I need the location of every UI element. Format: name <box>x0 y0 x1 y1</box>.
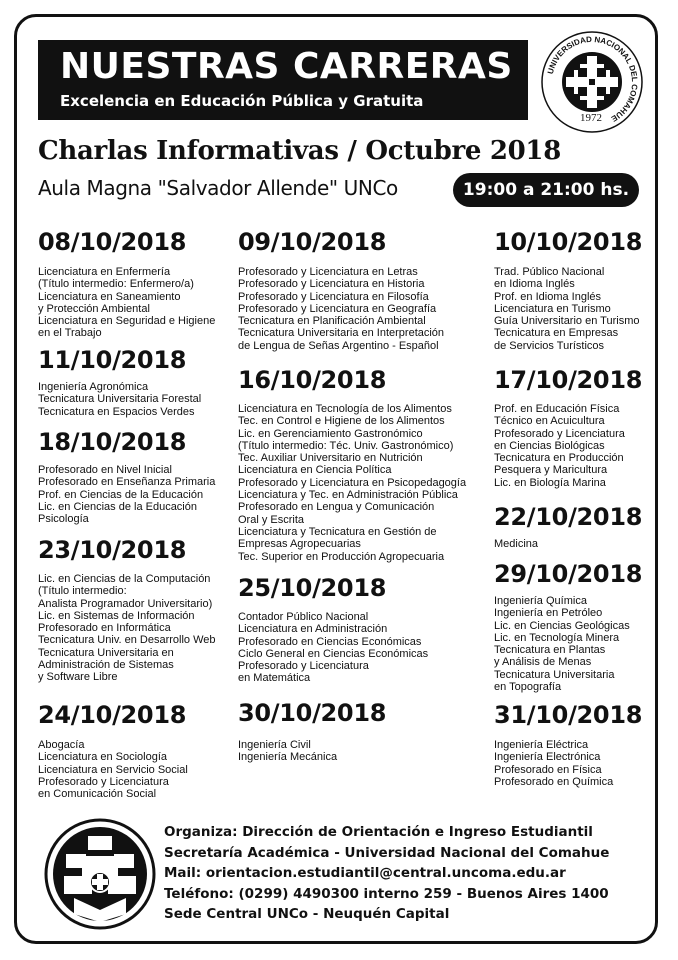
program-item: Licenciatura y Tec. en Administración Pública <box>238 489 458 502</box>
program-item: de Servicios Turísticos <box>494 339 605 352</box>
title-banner <box>38 40 528 120</box>
session-date: 23/10/2018 <box>38 536 187 564</box>
program-item: Licenciatura en Seguridad e Higiene <box>38 315 216 328</box>
program-item: Profesorado en Nivel Inicial <box>38 464 172 476</box>
program-item: en Comunicación Social <box>38 788 157 801</box>
session-date: 25/10/2018 <box>238 574 387 602</box>
session-date: 24/10/2018 <box>38 701 187 729</box>
program-item: Pesquera y Maricultura <box>494 464 608 477</box>
session-program-list <box>38 381 201 418</box>
session-program-list <box>238 611 428 685</box>
email-line[interactable]: Mail: orientacion.estudiantil@central.uncoma.edu.ar <box>164 865 566 881</box>
seal-ring-text: UNIVERSIDAD NACIONAL DEL COMAHUE <box>545 34 640 124</box>
session-date: 31/10/2018 <box>494 701 643 729</box>
program-item: Ingeniería Eléctrica <box>494 739 589 751</box>
program-item: Profesorado y Licenciatura en Psicopedagogía <box>238 476 467 489</box>
program-item: Tecnicatura en Producción <box>494 452 624 465</box>
program-item: Prof. en Educación Física <box>494 403 620 415</box>
session-program-list <box>38 266 215 340</box>
phone-line: Teléfono: (0299) 4490300 interno 259 - Buenos Aires 1400 <box>164 885 609 902</box>
program-item: y Protección Ambiental <box>38 302 150 315</box>
program-item: Profesorado en Lengua y Comunicación <box>238 501 435 514</box>
program-item: Psicología <box>38 513 89 526</box>
program-item: Ingeniería Electrónica <box>494 751 601 764</box>
program-item: Trad. Público Nacional <box>494 266 605 278</box>
program-item: Prof. en Idioma Inglés <box>494 290 602 303</box>
banner-subtitle: Excelencia en Educación Pública y Gratuita <box>60 92 424 110</box>
program-item: en Ciencias Biológicas <box>494 439 605 452</box>
session-program-list <box>38 573 216 684</box>
program-item: Empresas Agropecuarias <box>238 538 361 551</box>
program-item: Ingeniería Mecánica <box>238 751 338 764</box>
program-item: Tec. Auxiliar Universitario en Nutrición <box>238 452 423 465</box>
program-item: Tecnicatura en Empresas <box>494 327 619 340</box>
program-item: Técnico en Acuicultura <box>494 415 605 428</box>
program-item: en el Trabajo <box>38 327 102 340</box>
program-item: (Título intermedio: Enfermero/a) <box>38 278 194 291</box>
program-item: Licenciatura en Sociología <box>38 751 168 764</box>
session-program-list <box>38 739 188 800</box>
session-date: 18/10/2018 <box>38 428 187 456</box>
program-item: y Análisis de Menas <box>494 656 592 669</box>
program-item: Profesorado y Licenciatura en Historia <box>238 278 425 291</box>
banner-title: NUESTRAS CARRERAS <box>60 46 513 87</box>
program-item: y Software Libre <box>38 671 118 684</box>
program-item: Administración de Sistemas <box>38 659 174 672</box>
program-item: Prof. en Ciencias de la Educación <box>38 488 204 501</box>
program-item: Lic. en Ciencias de la Educación <box>38 500 197 513</box>
program-item: Licenciatura en Turismo <box>494 302 611 315</box>
program-item: Ingeniería en Petróleo <box>494 607 603 620</box>
program-item: Ingeniería Agronómica <box>38 381 149 393</box>
program-item: Lic. en Ciencias de la Computación <box>38 573 211 585</box>
program-item: Profesorado en Química <box>494 775 614 788</box>
seal-year: 1972 <box>580 112 602 124</box>
program-item: Ciclo General en Ciencias Económicas <box>238 647 429 660</box>
program-item: Profesorado en Ciencias Económicas <box>238 635 422 648</box>
program-item: en Idioma Inglés <box>494 278 575 291</box>
event-heading: Charlas Informativas / Octubre 2018 <box>38 136 562 166</box>
program-item: en Topografía <box>494 681 562 694</box>
program-item: Licenciatura en Ciencia Política <box>238 464 392 477</box>
session-program-list <box>238 403 466 563</box>
session-program-list <box>494 403 625 489</box>
event-time-badge: 19:00 a 21:00 hs. <box>453 173 639 207</box>
organizer-line: Organiza: Dirección de Orientación e Ingreso Estudiantil <box>164 824 593 840</box>
program-item: Contador Público Nacional <box>238 611 369 623</box>
program-item: Ingeniería Civil <box>238 739 311 751</box>
program-item: Tecnicatura Universitaria en <box>38 646 174 659</box>
session-program-list <box>38 464 215 525</box>
program-item: Profesorado en Física <box>494 763 602 776</box>
program-item: Tecnicatura Universitaria en Interpretación <box>238 327 445 340</box>
program-item: Licenciatura en Servicio Social <box>38 763 188 776</box>
session-program-list <box>238 739 337 764</box>
organizer-info <box>164 822 609 925</box>
orientation-office-logo-icon <box>44 818 156 930</box>
program-item: Licenciatura en Saneamiento <box>38 290 181 303</box>
program-item: Licenciatura y Tecnicatura en Gestión de <box>238 525 437 538</box>
program-item: Lic. en Tecnología Minera <box>494 631 620 644</box>
session-date: 16/10/2018 <box>238 366 387 394</box>
program-item: Lic. en Biología Marina <box>494 476 606 489</box>
session-program-list <box>494 595 630 693</box>
program-item: Oral y Escrita <box>238 513 305 526</box>
session-program-list <box>494 538 538 550</box>
program-item: Tecnicatura en Plantas <box>494 644 606 657</box>
event-venue: Aula Magna "Salvador Allende" UNCo <box>38 176 398 200</box>
secretariat-line: Secretaría Académica - Universidad Nacional del Comahue <box>164 844 610 861</box>
program-item: Medicina <box>494 538 539 550</box>
session-date: 10/10/2018 <box>494 228 643 256</box>
program-item: Licenciatura en Administración <box>238 623 388 636</box>
session-date: 11/10/2018 <box>38 346 187 374</box>
program-item: de Lengua de Señas Argentino - Español <box>238 339 439 352</box>
session-program-list <box>494 739 613 788</box>
program-item: Profesorado y Licenciatura en Geografía <box>238 302 437 315</box>
program-item: (Título intermedio: Téc. Univ. Gastronómico) <box>238 439 454 452</box>
program-item: Licenciatura en Enfermería <box>38 266 171 278</box>
program-item: en Matemática <box>238 672 311 685</box>
program-item: Tecnicatura Universitaria Forestal <box>38 393 202 406</box>
program-item: Lic. en Sistemas de Información <box>38 609 195 622</box>
session-date: 17/10/2018 <box>494 366 643 394</box>
session-date: 30/10/2018 <box>238 699 387 727</box>
session-date: 08/10/2018 <box>38 228 187 256</box>
session-date: 09/10/2018 <box>238 228 387 256</box>
program-item: Lic. en Ciencias Geológicas <box>494 619 630 632</box>
program-item: Licenciatura en Tecnología de los Alimentos <box>238 403 452 415</box>
program-item: Tec. en Control e Higiene de los Alimentos <box>238 415 445 428</box>
program-item: Profesorado y Licenciatura en Filosofía <box>238 290 429 303</box>
program-item: Tecnicatura en Espacios Verdes <box>38 405 195 418</box>
program-item: Profesorado y Licenciatura <box>238 660 369 673</box>
program-item: Tecnicatura en Planificación Ambiental <box>238 315 426 328</box>
program-item: Abogacía <box>38 739 85 751</box>
program-item: Profesorado en Enseñanza Primaria <box>38 476 216 489</box>
session-date: 22/10/2018 <box>494 503 643 531</box>
program-item: Analista Programador Universitario) <box>38 597 213 610</box>
program-item: Profesorado en Informática <box>38 622 171 635</box>
program-item: Profesorado y Licenciatura <box>38 775 169 788</box>
program-item: Guía Universitario en Turismo <box>494 315 640 328</box>
program-item: Tec. Superior en Producción Agropecuaria <box>238 550 445 563</box>
session-program-list <box>238 266 444 352</box>
program-item: Profesorado y Licenciatura en Letras <box>238 266 418 278</box>
program-item: Lic. en Gerenciamiento Gastronómico <box>238 427 423 440</box>
session-program-list <box>494 266 640 352</box>
program-item: Tecnicatura Univ. en Desarrollo Web <box>38 634 216 647</box>
program-item: Tecnicatura Universitaria <box>494 668 615 681</box>
program-item: Ingeniería Química <box>494 595 587 607</box>
location-line: Sede Central UNCo - Neuquén Capital <box>164 906 450 922</box>
program-item: (Título intermedio: <box>38 585 127 598</box>
session-date: 29/10/2018 <box>494 560 643 588</box>
program-item: Profesorado y Licenciatura <box>494 427 625 440</box>
